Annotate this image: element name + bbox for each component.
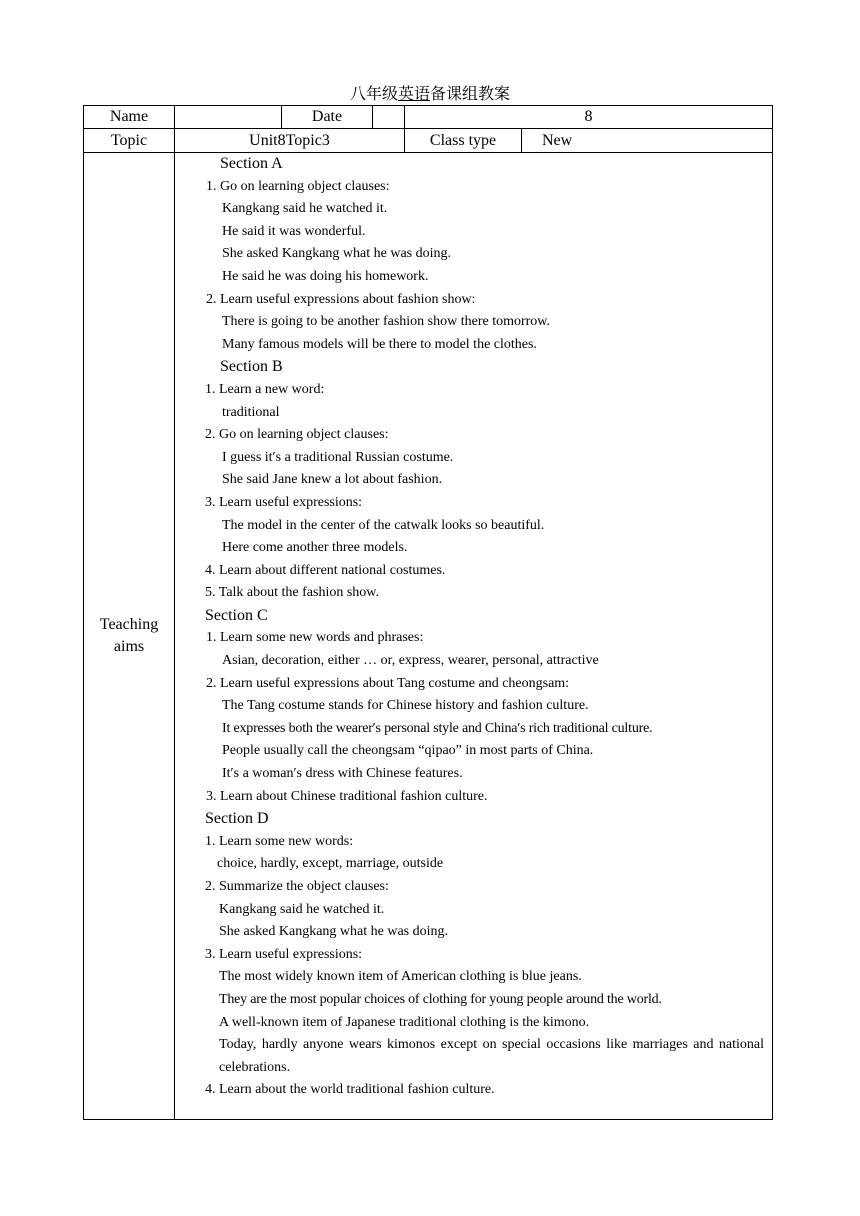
list-item: Many famous models will be there to model the clothes. (222, 336, 537, 352)
list-item: Today, hardly anyone wears kimonos except on special occasions like marriages and national celebrations. (219, 1037, 764, 1075)
teaching-aims-label-line2: aims (113, 638, 145, 655)
page-title (0, 83, 860, 105)
list-item: 3. Learn useful expressions: (205, 494, 363, 510)
page-title-suffix: 备课组教案 (430, 84, 511, 103)
list-item: He said he was doing his homework. (222, 268, 429, 284)
topic-label: Topic (84, 129, 175, 153)
name-label: Name (84, 106, 175, 129)
section-a-heading: Section A (220, 155, 283, 172)
list-item: 1. Learn a new word: (205, 381, 325, 397)
header-row-name (84, 106, 773, 129)
grade-value: 8 (405, 106, 773, 129)
list-item: choice, hardly, except, marriage, outside (217, 856, 444, 872)
list-item: 2. Go on learning object clauses: (205, 427, 389, 443)
list-item: 2. Learn useful expressions about fashion show: (206, 291, 476, 307)
list-item: People usually call the cheongsam “qipao” in most parts of China. (222, 743, 594, 759)
teaching-aims-row (84, 153, 773, 1120)
list-item: A well-known item of Japanese traditional clothing is the kimono. (219, 1014, 590, 1030)
list-item: There is going to be another fashion show there tomorrow. (222, 314, 551, 330)
list-item: Kangkang said he watched it. (222, 201, 388, 217)
list-item: The most widely known item of American clothing is blue jeans. (219, 969, 582, 985)
list-item: traditional (222, 404, 280, 420)
list-item: 1. Learn some new words: (205, 833, 354, 849)
list-item: It′s a woman′s dress with Chinese features. (222, 766, 463, 782)
topic-value: Unit8Topic3 (175, 129, 405, 153)
list-item: 4. Learn about different national costumes. (205, 562, 446, 578)
list-item: 5. Talk about the fashion show. (205, 585, 379, 601)
date-value (373, 106, 405, 129)
section-c-heading: Section C (205, 606, 268, 624)
list-item: He said it was wonderful. (222, 223, 366, 239)
date-label: Date (282, 106, 373, 129)
list-item: She asked Kangkang what he was doing. (219, 924, 449, 940)
list-item: The model in the center of the catwalk looks so beautiful. (222, 517, 545, 533)
teaching-aims-content (175, 153, 773, 1120)
list-item: She said Jane knew a lot about fashion. (222, 472, 443, 488)
list-item: 1. Learn some new words and phrases: (206, 630, 424, 646)
list-item: They are the most popular choices of clothing for young people around the world. (219, 991, 662, 1007)
list-item: 4. Learn about the world traditional fashion culture. (205, 1082, 495, 1098)
class-type-label: Class type (405, 129, 522, 153)
section-d-heading: Section D (205, 810, 269, 828)
name-value (175, 106, 282, 129)
list-item: I guess it′s a traditional Russian costume. (222, 449, 454, 465)
list-item: 3. Learn about Chinese traditional fashion culture. (206, 788, 488, 804)
list-item: She asked Kangkang what he was doing. (222, 246, 452, 262)
lesson-plan-table (83, 105, 773, 1120)
teaching-aims-label (84, 153, 175, 1120)
class-type-value: New (522, 129, 773, 153)
list-item: Asian, decoration, either … or, express, wearer, personal, attractive (222, 653, 599, 669)
list-item: 3. Learn useful expressions: (205, 946, 363, 962)
list-item: Kangkang said he watched it. (219, 901, 385, 917)
list-item: 1. Go on learning object clauses: (206, 178, 390, 194)
list-item: 2. Learn useful expressions about Tang costume and cheongsam: (206, 675, 570, 691)
list-item: It expresses both the wearer′s personal style and China′s rich traditional culture. (222, 720, 653, 736)
list-item: Here come another three models. (222, 540, 408, 556)
list-item: The Tang costume stands for Chinese history and fashion culture. (222, 698, 589, 714)
header-row-topic (84, 129, 773, 153)
page-title-subject: 英语 (397, 84, 430, 103)
teaching-aims-label-line1: Teaching (99, 616, 159, 633)
section-b-heading: Section B (220, 358, 283, 376)
page-title-prefix: 八年级 (349, 84, 398, 103)
list-item: 2. Summarize the object clauses: (205, 879, 389, 894)
